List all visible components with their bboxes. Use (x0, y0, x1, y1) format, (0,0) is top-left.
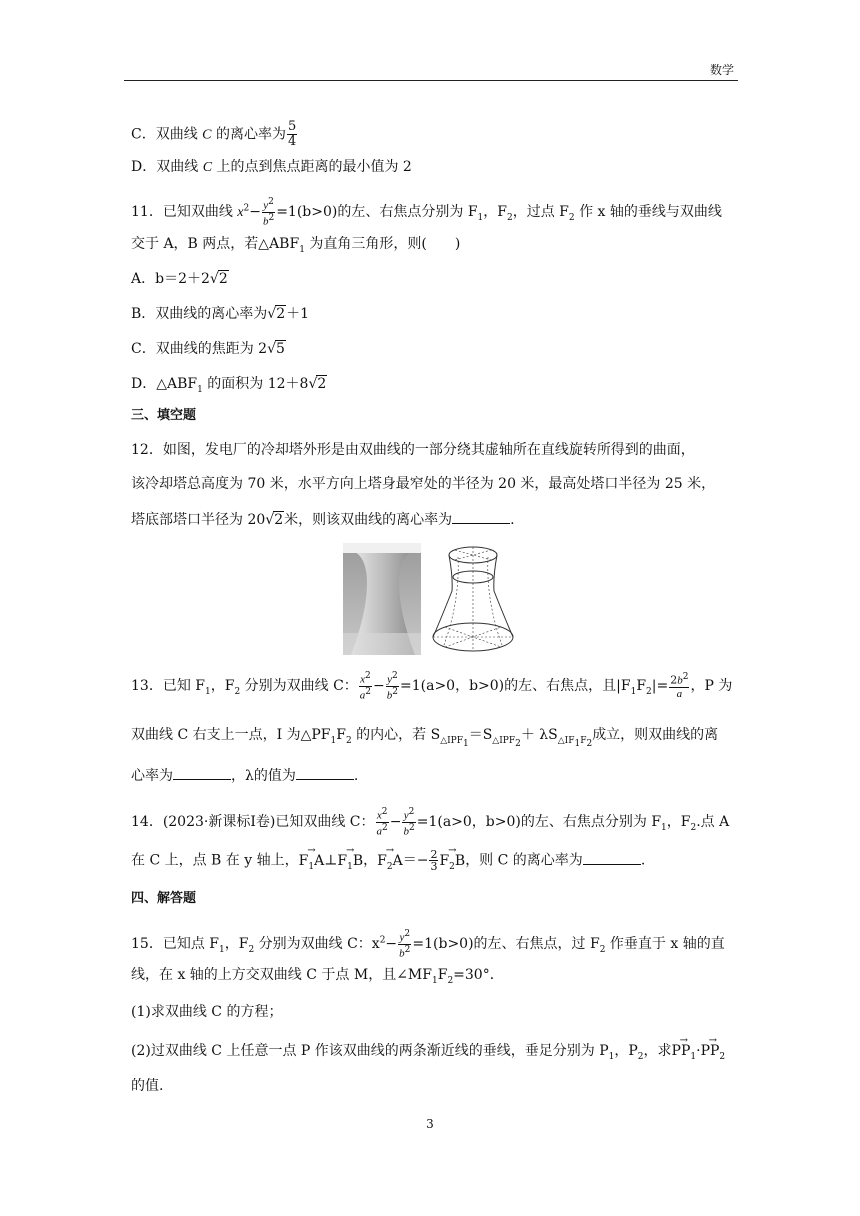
q12-line2: 该冷却塔总高度为 70 米，水平方向上塔身最窄处的半径为 20 米，最高处塔口半径为 25 米， (131, 476, 716, 492)
section-fill-in: 三、填空题 (131, 408, 197, 423)
q11-option-a: A．b＝2＋2√2 (131, 271, 228, 287)
q11-stem-line1: 11．已知双曲线 $x^2-$ $\frac{y^2}{b^2}$ =1(b>0)的左、右焦点分别为 $F_1$，$F_2$，过点 $F_2$ 作 x 轴的垂线与双曲线 (131, 197, 722, 228)
q10-option-d: D．双曲线 C 上的点到焦点距离的最小值为 2 (131, 159, 412, 175)
q14-line1: 14．(2023·新课标Ⅰ卷)已知双曲线 C： $\frac{x^2}{a^2}$ − $\frac{y^2}{b^2}$ =1(a>0，b>0)的左、右焦点分别为 $F_1$，$F_2$.点 A (131, 807, 730, 838)
q12-line3: 塔底部塔口半径为 20√2米，则该双曲线的离心率为 . (131, 509, 738, 530)
q13-line2: 双曲线 C 右支上一点，I 为$\triangle PF_1F_2$ 的内心，若 $S_{\triangle IPF_1}=S_{\triangle IPF_2}+ \lambda S_{\triangle IF_1F_2}$成立，则双曲线的离 (131, 727, 719, 749)
q15-line2: 线，在 x 轴的上方交双曲线 C 于点 M，且$\angle MF_1F_2=30^\circ$． (131, 967, 504, 986)
q13-line3: 心率为 ，λ的值为 . (131, 765, 738, 786)
q15-line1: 15．已知点 $F_1$，$F_2$ 分别为双曲线 C：$x^2-$ $\frac{y^2}{b^2}$ =1(b>0)的左、右焦点，过 $F_2$ 作垂直于 x 轴的直 (131, 929, 725, 960)
page-number: 3 (426, 1117, 434, 1131)
q15-part2: (2)过双曲线 C 上任意一点 P 作该双曲线的两条渐近线的垂线，垂足分别为 $P_1$，$P_2$，求→ $PP_1\cdot\to PP_2$ (131, 1041, 738, 1067)
q14-line2: 在 C 上，点 B 在 y 轴上，→ $F_1A\perp\to F_1B$，→ $F_2A=-$ $\frac{2}{3}$ → $F_2B$，则 C 的离心率为 . (131, 849, 738, 876)
q11-option-c: C．双曲线的焦距为 2√5 (131, 341, 285, 357)
section-solutions: 四、解答题 (131, 891, 197, 906)
q10-option-c: C．双曲线 C 的离心率为 $\frac{5}{4}$ (131, 119, 297, 149)
q15-part1: (1)求双曲线 C 的方程； (131, 1004, 283, 1020)
q11-option-b: B．双曲线的离心率为√2＋1 (131, 306, 310, 322)
page-header (124, 60, 738, 81)
q15-part2-cont: 的值. (131, 1078, 164, 1094)
hyperboloid-diagram (428, 541, 518, 657)
q11-stem-line2: 交于 A，B 两点，若$\triangle ABF_1$ 为直角三角形，则( ) (131, 236, 461, 255)
subject-label: 数学 (709, 63, 734, 77)
q11-option-d: D．$\triangle ABF_1$ 的面积为 12＋8√2 (131, 376, 327, 395)
q12-line1: 12．如图，发电厂的冷却塔外形是由双曲线的一部分绕其虚轴所在直线旋转所得到的曲面， (131, 442, 695, 458)
cooling-tower-photo (343, 543, 421, 655)
q13-line1: 13．已知 $F_1$，$F_2$ 分别为双曲线 C： $\frac{x^2}{a^2}$ − $\frac{y^2}{b^2}$ =1(a>0，b>0)的左、右焦点，且$|F_1F_2|=$ $\frac{2b^2}{a}$ ，P 为 (131, 671, 733, 702)
